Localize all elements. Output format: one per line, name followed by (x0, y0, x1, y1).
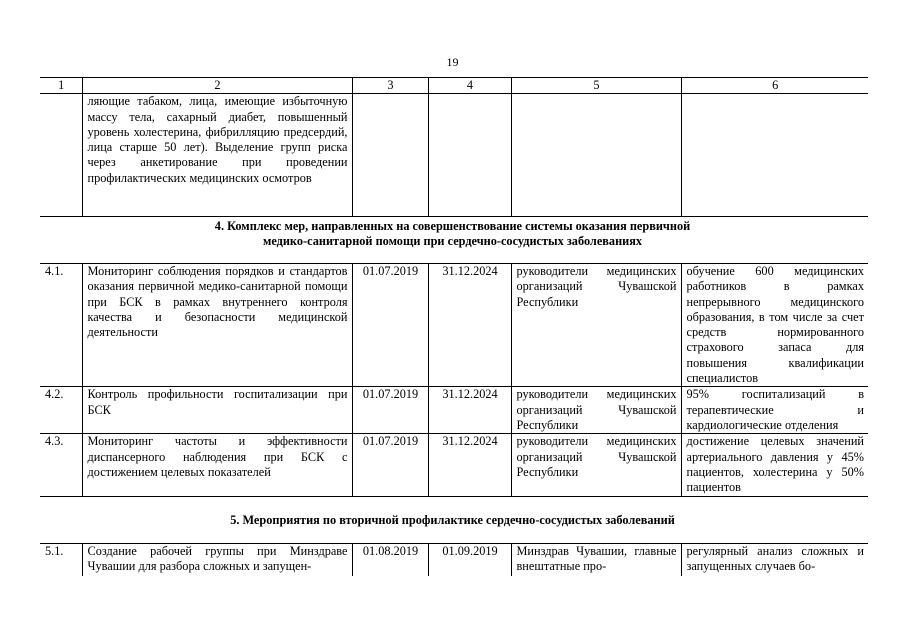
section-4-title-line-1: 4. Комплекс мер, направленных на совершенствование системы оказания первичной (214, 219, 691, 233)
table-section-5 (40, 543, 868, 576)
section-4-title-line-2: медико-санитарной помощи при сердечно-сосудистых заболеваниях (262, 234, 643, 248)
measure-cell: Мониторинг частоты и эффективности диспансерного наблюдения при БСК с достижением целевых показателей (82, 434, 352, 497)
responsible-cell: руководители медицинских организаций Чувашской Республики (511, 387, 681, 434)
end-date-cell: 01.09.2019 (428, 544, 511, 576)
table-row (40, 94, 868, 217)
result-cell: 95% госпитализаций в терапевтические и кардиологические отделения (681, 387, 868, 434)
row-number: 4.3. (40, 434, 82, 497)
header-col-5: 5 (511, 78, 681, 94)
header-col-1: 1 (40, 78, 82, 94)
row-number: 4.2. (40, 387, 82, 434)
end-date-cell: 31.12.2024 (428, 264, 511, 387)
header-col-2: 2 (82, 78, 352, 94)
row-number: 5.1. (40, 544, 82, 576)
page-number: 19 (446, 55, 459, 69)
header-col-6: 6 (681, 78, 868, 94)
header-col-3: 3 (352, 78, 428, 94)
start-date-cell: 01.08.2019 (352, 544, 428, 576)
table-header-row (40, 78, 868, 94)
start-date-cell: 01.07.2019 (352, 387, 428, 434)
table-continuation (40, 77, 868, 217)
table-row (40, 544, 868, 576)
measure-cell: Контроль профильности госпитализации при БСК (82, 387, 352, 434)
result-cell: регулярный анализ сложных и запущенных случаев бо- (681, 544, 868, 576)
start-date-cell: 01.07.2019 (352, 264, 428, 387)
measure-cell: Создание рабочей группы при Минздраве Чувашии для разбора сложных и запущен- (82, 544, 352, 576)
table-section-4 (40, 263, 868, 497)
continuation-text: ляющие табаком, лица, имеющие избыточную массу тела, сахарный диабет, повышенный уровень холестерина, фибрилляцию предсердий, лица старше 50 лет). Выделение групп риска через анкетирование при проведении профилактических медицинских осмотров (82, 94, 352, 217)
result-cell: достижение целевых значений артериального давления у 45% пациентов, холестерина у 50% пациентов (681, 434, 868, 497)
section-4-title (0, 219, 905, 249)
responsible-cell: руководители медицинских организаций Чувашской Республики (511, 264, 681, 387)
section-5-title: 5. Мероприятия по вторичной профилактике сердечно-сосудистых заболеваний (230, 513, 675, 527)
table-row (40, 387, 868, 434)
header-col-4: 4 (428, 78, 511, 94)
row-number: 4.1. (40, 264, 82, 387)
table-row (40, 264, 868, 387)
start-date-cell: 01.07.2019 (352, 434, 428, 497)
end-date-cell: 31.12.2024 (428, 434, 511, 497)
table-row (40, 434, 868, 497)
end-date-cell: 31.12.2024 (428, 387, 511, 434)
result-cell: обучение 600 медицинских работников в рамках непрерывного медицинского образования, в том числе за счет средств нормированного страхового запаса для повышения квалификации специалистов (681, 264, 868, 387)
responsible-cell: руководители медицинских организаций Чувашской Республики (511, 434, 681, 497)
measure-cell: Мониторинг соблюдения порядков и стандартов оказания первичной медико-санитарной помощи при БСК в рамках внутреннего контроля качества и безопасности медицинской деятельности (82, 264, 352, 387)
responsible-cell: Минздрав Чувашии, главные внештатные про- (511, 544, 681, 576)
